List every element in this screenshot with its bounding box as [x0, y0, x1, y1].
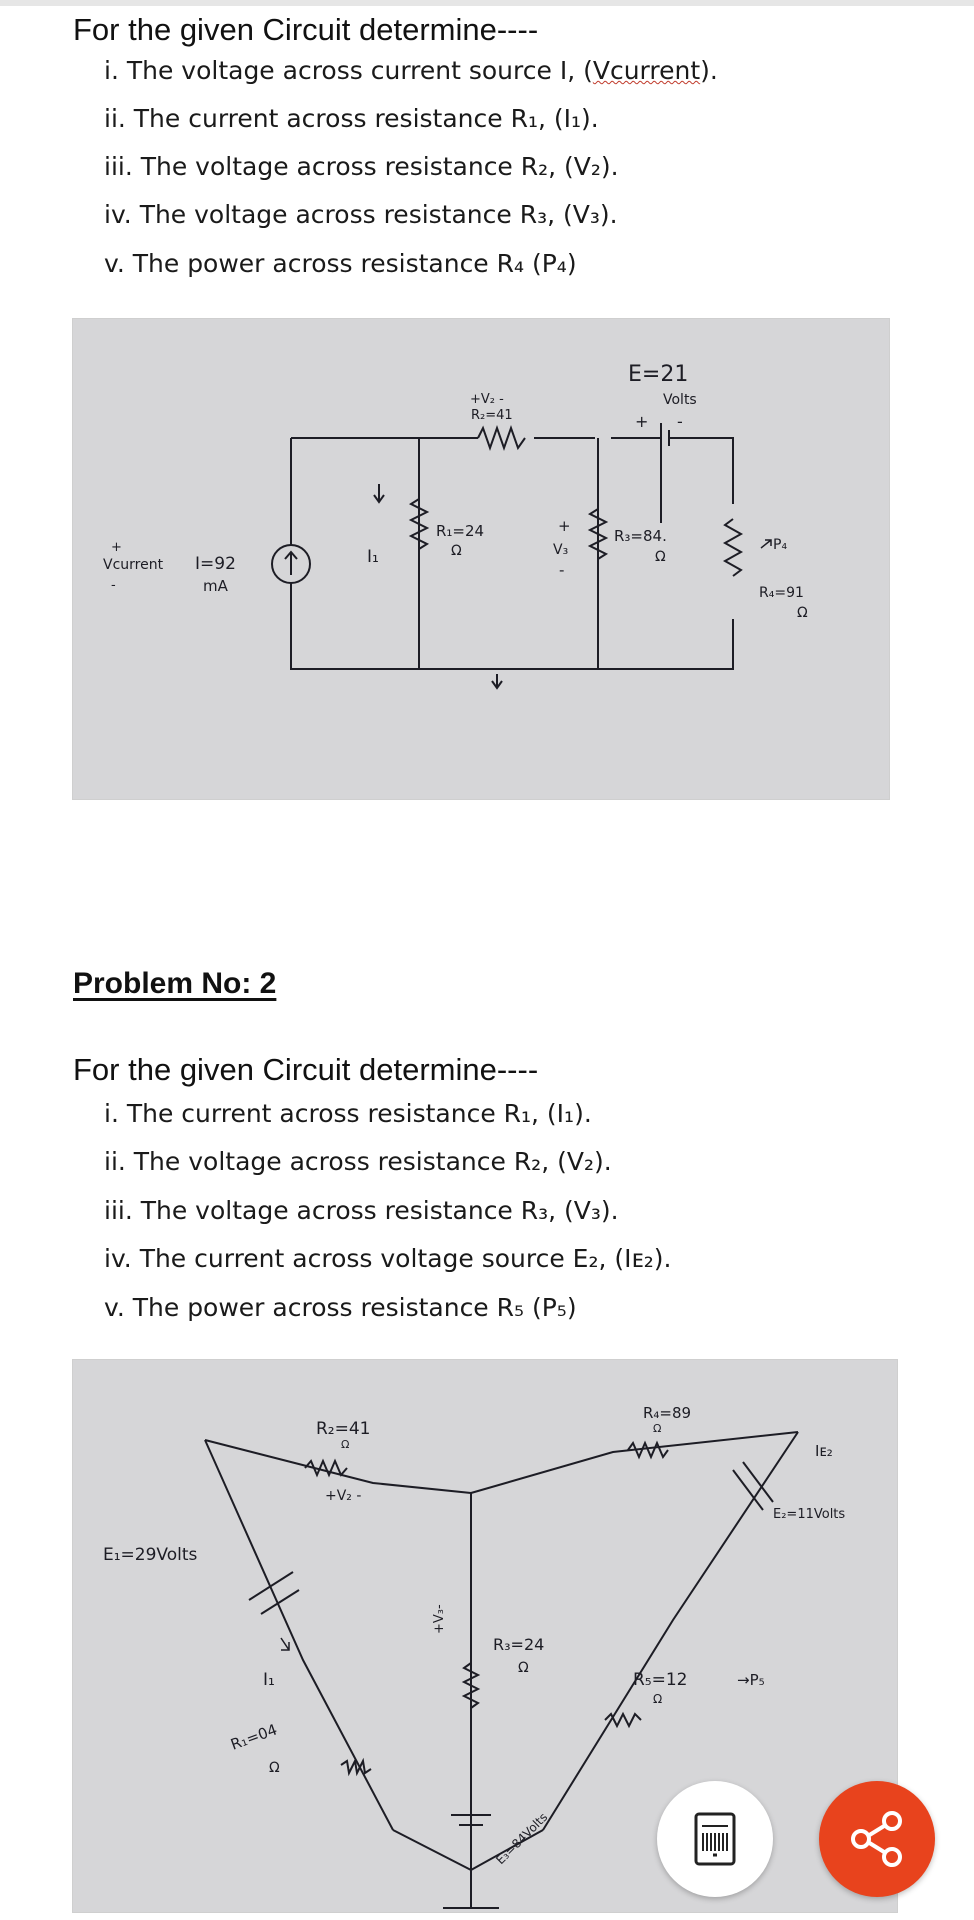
- circuit2-photo: [72, 1359, 898, 1913]
- circuit2-r4-unit: Ω: [653, 1422, 662, 1435]
- document-button[interactable]: [657, 1781, 773, 1897]
- circuit1-diagram: [73, 319, 889, 799]
- circuit2-diagram: [73, 1360, 897, 1912]
- circuit2-r2-unit: Ω: [341, 1438, 350, 1451]
- problem2-item-4: iv. The current across voltage source E₂, (Iᴇ₂).: [104, 1244, 672, 1273]
- circuit1-i1-arrow-icon: [374, 484, 384, 502]
- circuit2-v2-label: +V₂ -: [325, 1488, 362, 1504]
- circuit2-e2-battery: [733, 1462, 773, 1510]
- problem1-item-5: v. The power across resistance R₄ (P₄): [104, 249, 577, 278]
- circuit1-v3-label: V₃: [553, 542, 569, 558]
- circuit1-r4-label: R₄=91: [759, 585, 804, 601]
- circuit2-r5-label: R₅=12: [633, 1670, 688, 1690]
- circuit2-v3-label: +V₃-: [432, 1604, 447, 1634]
- share-button[interactable]: [819, 1781, 935, 1897]
- circuit1-e-label: E=21: [628, 362, 689, 387]
- circuit2-i1-label: I₁: [263, 1670, 275, 1690]
- problem2-item-2: ii. The voltage across resistance R₂, (V₂).: [104, 1147, 612, 1176]
- circuit1-r4-unit: Ω: [797, 605, 808, 621]
- circuit2-e2-label: E₂=11Volts: [773, 1507, 846, 1522]
- circuit1-i-unit: mA: [203, 577, 228, 595]
- circuit1-battery: [661, 423, 669, 453]
- problem1-item-3: iii. The voltage across resistance R₂, (V₂).: [104, 152, 619, 181]
- circuit2-r1-label: R₁=04: [228, 1720, 280, 1754]
- problem2-item-1: i. The current across resistance R₁, (I₁).: [104, 1099, 592, 1128]
- circuit2-r3-unit: Ω: [518, 1660, 529, 1676]
- circuit2-ie2-label: Iᴇ₂: [815, 1442, 833, 1460]
- circuit1-e-unit: Volts: [663, 392, 697, 408]
- circuit1-photo: [72, 318, 890, 800]
- problem2-item-3: iii. The voltage across resistance R₃, (V₃).: [104, 1196, 619, 1225]
- circuit2-p5-label: →P₅: [737, 1671, 765, 1689]
- circuit1-e-plus: +: [635, 412, 649, 431]
- problem2-item-5: v. The power across resistance R₅ (P₅): [104, 1293, 577, 1322]
- problem1-item-1-prefix: i. The voltage across current source I, (: [104, 56, 593, 85]
- circuit1-wires: [291, 438, 733, 669]
- circuit2-e1-label: E₁=29Volts: [103, 1545, 198, 1565]
- circuit1-vcurrent-label: Vcurrent: [103, 557, 164, 573]
- problem1-heading: For the given Circuit determine----: [73, 12, 539, 47]
- share-icon: [819, 1781, 935, 1897]
- circuit1-r4-resistor: [725, 519, 741, 576]
- circuit2-r5-unit: Ω: [653, 1692, 663, 1706]
- circuit1-e-minus: -: [677, 412, 683, 431]
- circuit1-r3-label: R₃=84.: [614, 527, 667, 545]
- problem1-item-4: iv. The voltage across resistance R₃, (V₃).: [104, 200, 618, 229]
- problem1-item-1-suffix: ).: [700, 56, 718, 85]
- circuit2-r2-label: R₂=41: [316, 1419, 371, 1439]
- circuit1-r3-unit: Ω: [655, 549, 666, 565]
- circuit1-bottom-arrow-icon: [492, 674, 502, 688]
- problem2-title: Problem No: 2: [73, 967, 277, 1000]
- document-icon: [657, 1781, 773, 1897]
- circuit2-r1-resistor: [341, 1761, 371, 1773]
- circuit1-r1-unit: Ω: [451, 543, 462, 559]
- circuit1-vcurrent-plus: +: [111, 540, 122, 555]
- circuit2-r3-label: R₃=24: [493, 1635, 545, 1654]
- circuit1-v3-minus: -: [559, 561, 565, 579]
- circuit1-p4-label: P₄: [773, 537, 788, 553]
- circuit1-r2-label: R₂=41: [471, 408, 513, 423]
- circuit1-i-label: I=92: [195, 554, 236, 574]
- problem2-heading: For the given Circuit determine----: [73, 1052, 539, 1087]
- circuit2-e3-label: E₃=84Volts: [493, 1810, 551, 1868]
- top-bar: [0, 0, 974, 6]
- circuit1-v2-label: +V₂ -: [470, 392, 504, 407]
- circuit1-vcurrent-minus: -: [111, 578, 116, 593]
- circuit1-v3-plus: +: [558, 517, 571, 535]
- problem1-item-1-highlight: Vcurrent: [592, 56, 701, 85]
- circuit1-r1-label: R₁=24: [436, 522, 485, 540]
- circuit1-p4-arrow-icon: [761, 540, 771, 548]
- problem1-item-1: [104, 56, 718, 85]
- circuit2-i1-arrow-icon: [281, 1638, 289, 1650]
- problem1-item-2: ii. The current across resistance R₁, (I₁).: [104, 104, 599, 133]
- circuit1-r2-resistor: [478, 428, 525, 448]
- circuit2-r1-unit: Ω: [269, 1760, 280, 1776]
- circuit2-r4-label: R₄=89: [643, 1404, 692, 1422]
- circuit1-i1-label: I₁: [367, 547, 379, 567]
